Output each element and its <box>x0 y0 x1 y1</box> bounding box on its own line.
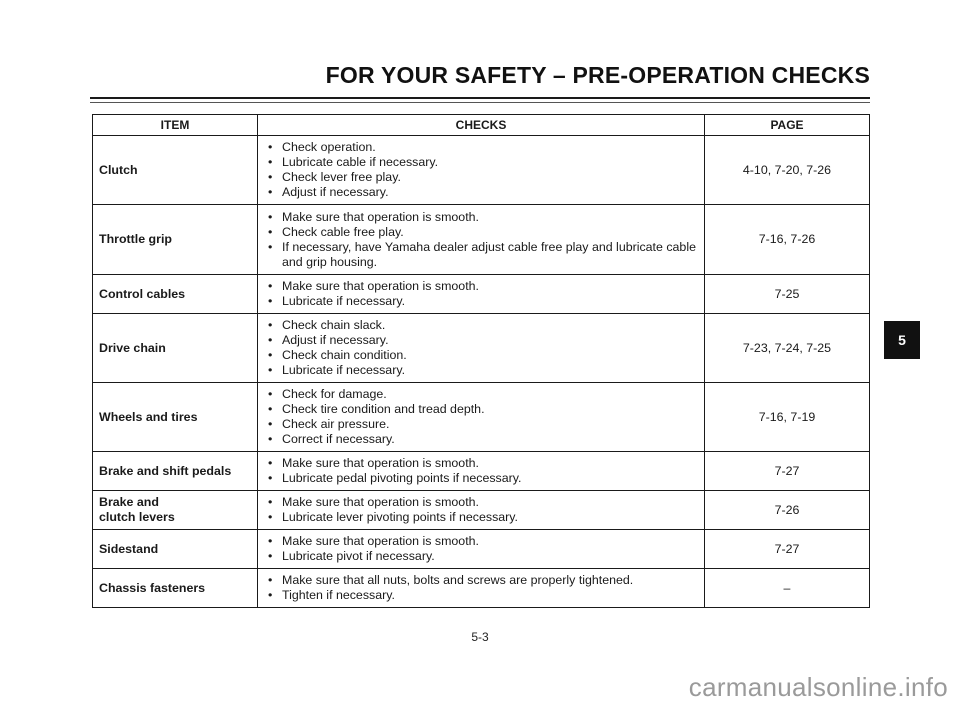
check-item: • Check for damage. <box>266 387 698 402</box>
checks-list <box>266 318 698 378</box>
checks-cell <box>258 383 705 452</box>
page-ref-cell: 4-10, 7-20, 7-26 <box>705 136 870 205</box>
table-row <box>93 569 870 608</box>
page-ref-cell: 7-23, 7-24, 7-25 <box>705 314 870 383</box>
item-cell: Wheels and tires <box>93 383 258 452</box>
page-ref-cell: 7-27 <box>705 530 870 569</box>
check-item: • If necessary, have Yamaha dealer adjust cable free play and lubricate cable and grip housing. <box>266 240 698 270</box>
table-row <box>93 136 870 205</box>
table-row <box>93 452 870 491</box>
title-rule <box>90 97 870 99</box>
check-item: • Lubricate cable if necessary. <box>266 155 698 170</box>
check-item: • Correct if necessary. <box>266 432 698 447</box>
checks-list <box>266 495 698 525</box>
check-item: • Adjust if necessary. <box>266 333 698 348</box>
check-item: • Make sure that operation is smooth. <box>266 534 698 549</box>
checks-cell <box>258 275 705 314</box>
chapter-tab: 5 <box>884 321 920 359</box>
check-item: • Check chain condition. <box>266 348 698 363</box>
check-item: • Adjust if necessary. <box>266 185 698 200</box>
checks-list <box>266 140 698 200</box>
checks-cell <box>258 530 705 569</box>
table-row <box>93 491 870 530</box>
item-cell: Control cables <box>93 275 258 314</box>
checks-cell <box>258 136 705 205</box>
column-header-page: PAGE <box>705 115 870 136</box>
table-row <box>93 205 870 275</box>
check-item: • Lubricate lever pivoting points if necessary. <box>266 510 698 525</box>
pre-operation-checks-table <box>92 114 870 608</box>
check-item: • Lubricate if necessary. <box>266 363 698 378</box>
page-ref-cell: – <box>705 569 870 608</box>
check-item: • Check operation. <box>266 140 698 155</box>
table-header-row <box>93 115 870 136</box>
check-item: • Lubricate if necessary. <box>266 294 698 309</box>
check-item: • Check chain slack. <box>266 318 698 333</box>
checks-cell <box>258 491 705 530</box>
check-item: • Check cable free play. <box>266 225 698 240</box>
checks-cell <box>258 569 705 608</box>
checks-cell <box>258 452 705 491</box>
table-row <box>93 383 870 452</box>
table-row <box>93 275 870 314</box>
page-ref-cell: 7-16, 7-19 <box>705 383 870 452</box>
checks-cell <box>258 205 705 275</box>
check-item: • Lubricate pivot if necessary. <box>266 549 698 564</box>
check-item: • Check tire condition and tread depth. <box>266 402 698 417</box>
watermark: carmanualsonline.info <box>688 672 948 702</box>
checks-list <box>266 456 698 486</box>
check-item: • Make sure that all nuts, bolts and screws are properly tightened. <box>266 573 698 588</box>
checks-list <box>266 279 698 309</box>
check-item: • Make sure that operation is smooth. <box>266 279 698 294</box>
table-row <box>93 530 870 569</box>
title-rule-thin <box>90 102 870 103</box>
item-cell: Throttle grip <box>93 205 258 275</box>
page-ref-cell: 7-16, 7-26 <box>705 205 870 275</box>
checks-cell <box>258 314 705 383</box>
page-ref-cell: 7-25 <box>705 275 870 314</box>
checks-list <box>266 534 698 564</box>
checks-list <box>266 573 698 603</box>
page-ref-cell: 7-26 <box>705 491 870 530</box>
check-item: • Make sure that operation is smooth. <box>266 456 698 471</box>
checks-list <box>266 387 698 447</box>
check-item: • Check air pressure. <box>266 417 698 432</box>
column-header-checks: CHECKS <box>258 115 705 136</box>
item-cell: Sidestand <box>93 530 258 569</box>
item-cell: Chassis fasteners <box>93 569 258 608</box>
column-header-item: ITEM <box>93 115 258 136</box>
table-row <box>93 314 870 383</box>
item-cell: Brake and clutch levers <box>93 491 258 530</box>
item-cell: Clutch <box>93 136 258 205</box>
page-ref-cell: 7-27 <box>705 452 870 491</box>
check-item: • Make sure that operation is smooth. <box>266 210 698 225</box>
item-cell: Brake and shift pedals <box>93 452 258 491</box>
item-cell: Drive chain <box>93 314 258 383</box>
check-item: • Check lever free play. <box>266 170 698 185</box>
page-number: 5-3 <box>471 630 489 644</box>
page-title: FOR YOUR SAFETY – PRE-OPERATION CHECKS <box>325 62 870 88</box>
checks-list <box>266 210 698 270</box>
check-item: • Lubricate pedal pivoting points if necessary. <box>266 471 698 486</box>
check-item: • Tighten if necessary. <box>266 588 698 603</box>
check-item: • Make sure that operation is smooth. <box>266 495 698 510</box>
